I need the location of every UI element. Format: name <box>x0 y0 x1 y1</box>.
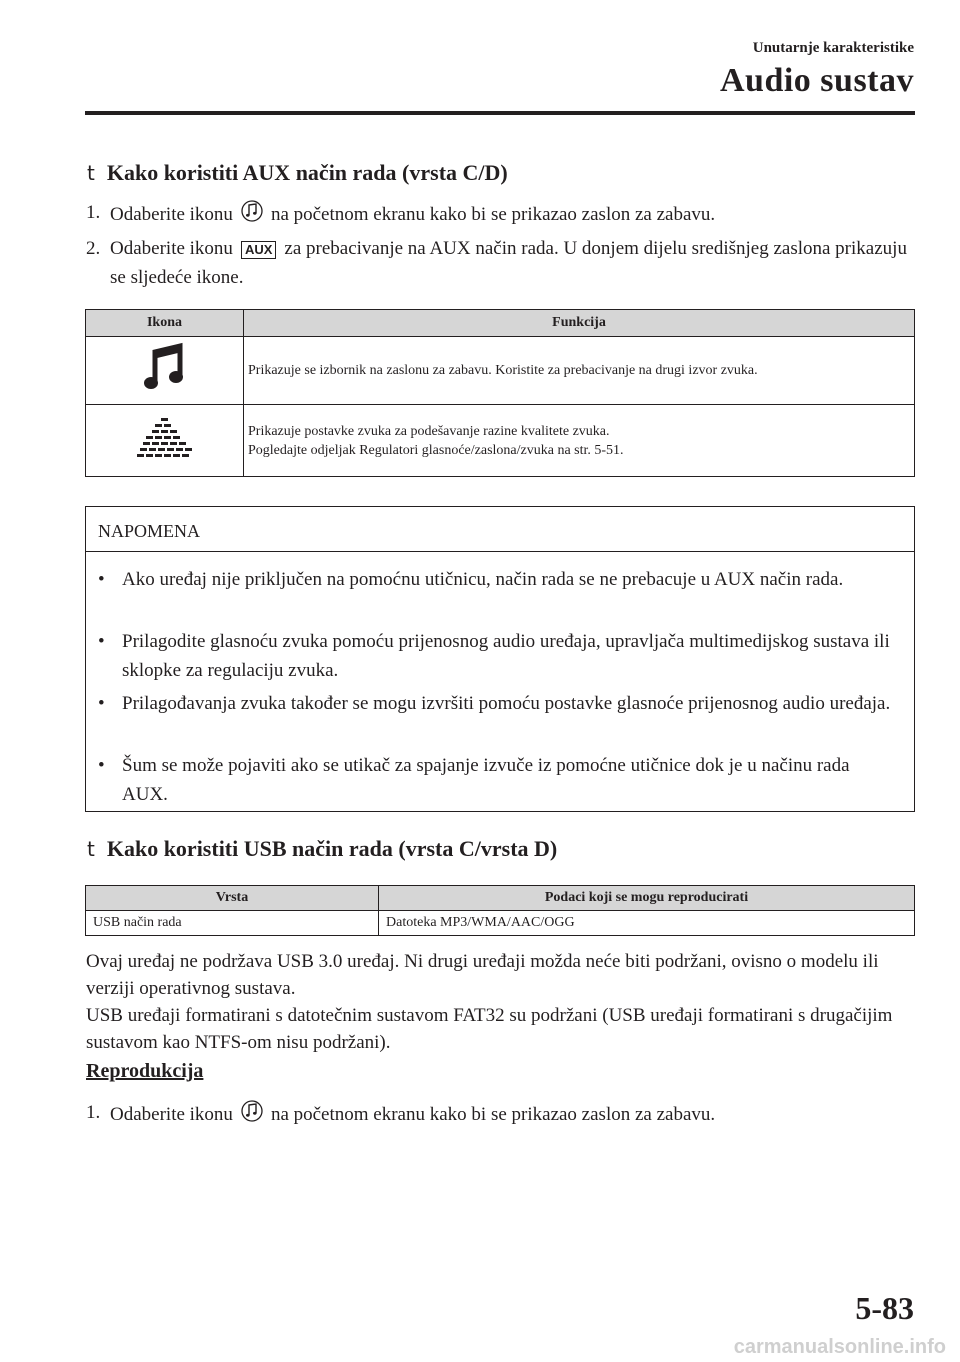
note-text: Prilagođavanja zvuka također se mogu izvršiti pomoću postavke glasnoće prijenosnog audio uređaja. <box>122 693 891 714</box>
desc-line: Prikazuje postavke zvuka za podešavanje razine kvalitete zvuka. <box>248 423 610 439</box>
bullet-icon: • <box>98 631 105 652</box>
page-title: Audio sustav <box>719 62 914 99</box>
table-cell: Datoteka MP3/WMA/AAC/OGG <box>379 911 915 936</box>
icon-function-table <box>85 309 915 477</box>
aux-step-2 <box>86 234 916 292</box>
table-header-function: Funkcija <box>244 310 915 337</box>
usb-step-1 <box>86 1098 916 1133</box>
table-header-icon: Ikona <box>86 310 244 337</box>
table-row <box>86 337 915 405</box>
note-text: Šum se može pojaviti ako se utikač za spajanje izvuče iz pomoćne utičnice dok je u načinu rada AUX. <box>122 755 850 805</box>
step-number: 1. <box>86 202 101 223</box>
note-text: Ako uređaj nije priključen na pomoćnu utičnicu, način rada se ne prebacuje u AUX način rada. <box>122 569 844 590</box>
note-divider <box>86 551 914 552</box>
header-section-label: Unutarnje karakteristike <box>752 40 914 56</box>
step-number: 1. <box>86 1102 101 1123</box>
usb-format-table <box>85 885 915 936</box>
page-number: 5-83 <box>855 1290 914 1326</box>
table-header-data: Podaci koji se mogu reproducirati <box>379 886 915 911</box>
note-box <box>85 506 915 812</box>
aux-heading <box>87 160 508 186</box>
table-cell-desc: Prikazuje se izbornik na zaslonu za zabavu. Koristite za prebacivanje na drugi izvor zvuka. <box>244 337 915 405</box>
music-note-icon <box>241 198 263 233</box>
bullet-icon: • <box>98 569 105 590</box>
table-cell-desc <box>244 405 915 477</box>
note-text: Prilagodite glasnoću zvuka pomoću prijenosnog audio uređaja, upravljača multimedijskog sustava ili sklopke za regulaciju zvuka. <box>122 631 890 681</box>
usb-paragraph-2: USB uređaji formatirani s datotečnim sustavom FAT32 su podržani (USB uređaji formatirani s drugačijim sustavom kao NTFS-om nisu podržani). <box>86 1005 893 1053</box>
aux-icon: AUX <box>241 241 276 259</box>
watermark: carmanualsonline.info <box>733 1336 946 1358</box>
usb-heading-text: Kako koristiti USB način rada (vrsta C/vrsta D) <box>106 836 558 861</box>
equalizer-icon <box>137 414 193 462</box>
table-row <box>86 911 915 936</box>
step-text-pre: Odaberite ikonu <box>110 238 233 259</box>
step-text-post: za prebacivanje na AUX način rada. U donjem dijelu središnjeg zaslona prikazuju se sljedeće ikone. <box>110 238 907 288</box>
table-cell: USB način rada <box>86 911 379 936</box>
header-rule <box>85 111 915 115</box>
table-header-type: Vrsta <box>86 886 379 911</box>
aux-step-1 <box>86 198 916 233</box>
aux-heading-text: Kako koristiti AUX način rada (vrsta C/D) <box>106 160 508 185</box>
step-text-pre: Odaberite ikonu <box>110 1103 233 1125</box>
step-number: 2. <box>86 238 101 259</box>
music-note-icon <box>142 342 188 394</box>
note-title: NAPOMENA <box>98 521 201 541</box>
note-bullet-3 <box>98 689 898 718</box>
playback-subheading: Reprodukcija <box>86 1060 204 1082</box>
usb-heading <box>87 836 557 862</box>
music-note-icon <box>241 1098 263 1133</box>
step-text-pre: Odaberite ikonu <box>110 203 233 225</box>
note-bullet-1 <box>98 565 898 594</box>
step-text-post: na početnom ekranu kako bi se prikazao zaslon za zabavu. <box>270 1103 716 1125</box>
note-bullet-4 <box>98 751 898 809</box>
table-cell-icon <box>86 405 244 477</box>
bullet-icon: • <box>98 693 105 714</box>
table-row <box>86 405 915 477</box>
step-text-post: na početnom ekranu kako bi se prikazao zaslon za zabavu. <box>270 203 716 225</box>
bullet-icon: • <box>98 755 105 776</box>
table-cell-icon <box>86 337 244 405</box>
desc-line: Pogledajte odjeljak Regulatori glasnoće/zaslona/zvuka na str. 5-51. <box>248 442 624 458</box>
section-marker-icon: t <box>87 837 95 861</box>
section-marker-icon: t <box>87 161 95 185</box>
note-bullet-2 <box>98 627 898 685</box>
usb-paragraph-1: Ovaj uređaj ne podržava USB 3.0 uređaj. Ni drugi uređaji možda neće biti podržani, ovisno o modelu ili verziji operativnog sustava. <box>86 951 879 999</box>
